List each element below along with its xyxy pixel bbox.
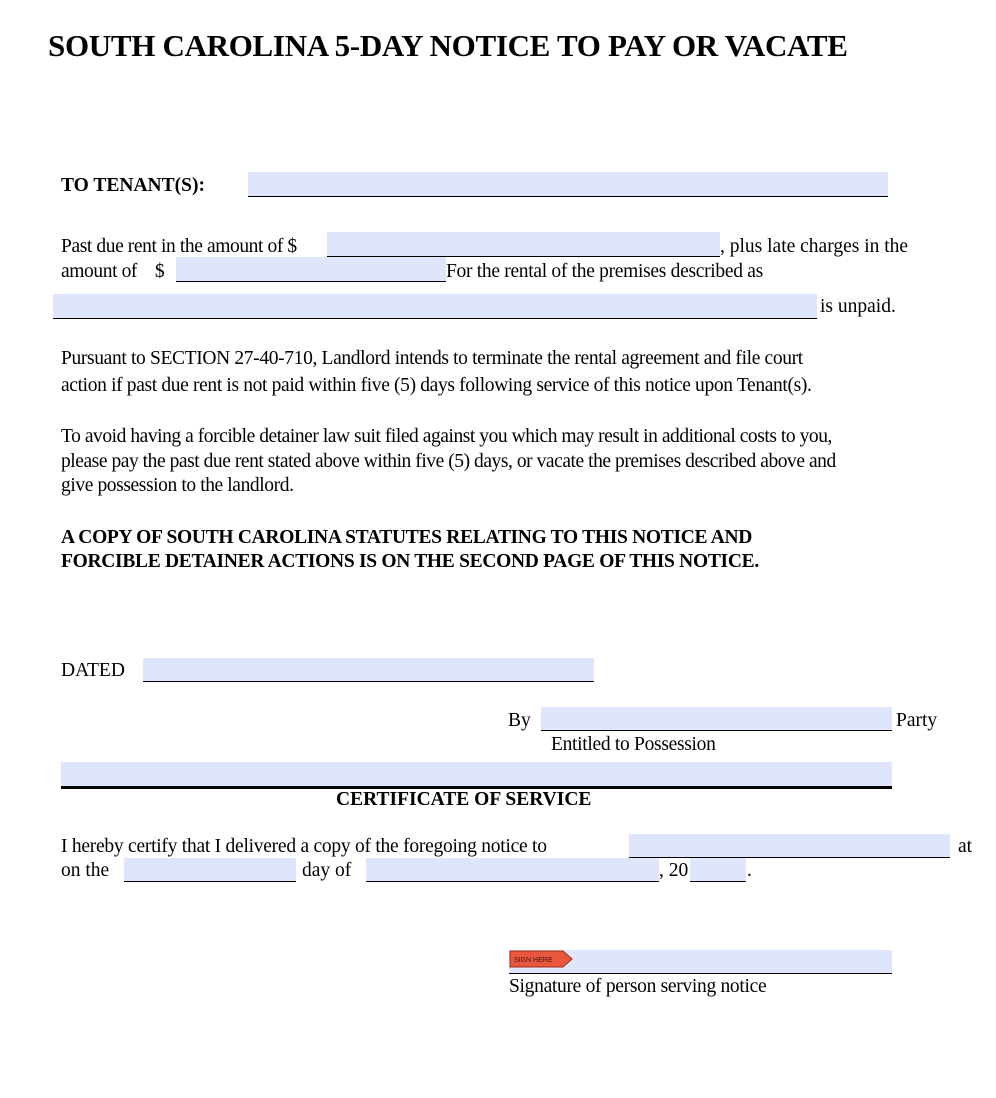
signature-label: Signature of person serving notice	[509, 976, 767, 997]
recipient-field[interactable]	[629, 834, 950, 858]
certificate-heading: CERTIFICATE OF SERVICE	[336, 789, 592, 810]
on-the-label: on the	[61, 860, 110, 881]
past-due-rent-label: Past due rent in the amount of $	[61, 236, 297, 257]
paragraph-2-line-2: please pay the past due rent stated above within five (5) days, or vacate the premises described above and	[61, 451, 836, 472]
certificate-statement: I hereby certify that I delivered a copy of the foregoing notice to	[61, 836, 547, 857]
late-charges-label: , plus late charges in the	[720, 236, 909, 257]
tenant-label: TO TENANT(S):	[61, 175, 205, 196]
statutes-notice-line-1: A COPY OF SOUTH CAROLINA STATUTES RELATING TO THIS NOTICE AND	[61, 527, 753, 548]
amount-label: amount of $	[61, 261, 165, 282]
day-field[interactable]	[124, 858, 296, 882]
premises-label: For the rental of the premises described as	[446, 261, 763, 282]
day-of-label: day of	[302, 860, 352, 881]
dated-label: DATED	[61, 660, 125, 681]
sign-here-tag-icon[interactable]	[509, 950, 573, 968]
paragraph-1-line-1: Pursuant to SECTION 27-40-710, Landlord intends to terminate the rental agreement and file court	[61, 348, 803, 369]
certificate-blank-field[interactable]	[61, 762, 892, 786]
document-title: SOUTH CAROLINA 5-DAY NOTICE TO PAY OR VACATE	[48, 28, 848, 63]
rent-amount-field[interactable]	[327, 232, 720, 257]
year-field[interactable]	[690, 858, 746, 882]
at-label: at	[958, 836, 973, 857]
year-prefix-label: , 20	[659, 860, 689, 881]
period-label: .	[747, 860, 752, 881]
paragraph-2-line-1: To avoid having a forcible detainer law suit filed against you which may result in additional costs to you,	[61, 426, 832, 447]
late-charges-field[interactable]	[176, 257, 446, 282]
statutes-notice-line-2: FORCIBLE DETAINER ACTIONS IS ON THE SECOND PAGE OF THIS NOTICE.	[61, 551, 759, 572]
premises-field[interactable]	[53, 294, 817, 319]
dated-field[interactable]	[143, 658, 594, 682]
month-field[interactable]	[366, 858, 659, 882]
entitled-label: Entitled to Possession	[551, 734, 716, 755]
by-field[interactable]	[541, 707, 892, 731]
paragraph-2-line-3: give possession to the landlord.	[61, 475, 294, 496]
by-label: By	[508, 710, 531, 731]
party-label: Party	[896, 710, 938, 731]
tenant-field[interactable]	[248, 172, 888, 197]
sign-here-tag-label: SIGN HERE	[514, 957, 553, 964]
unpaid-label: is unpaid.	[820, 296, 896, 317]
paragraph-1-line-2: action if past due rent is not paid within five (5) days following service of this notice upon Tenant(s).	[61, 375, 812, 396]
